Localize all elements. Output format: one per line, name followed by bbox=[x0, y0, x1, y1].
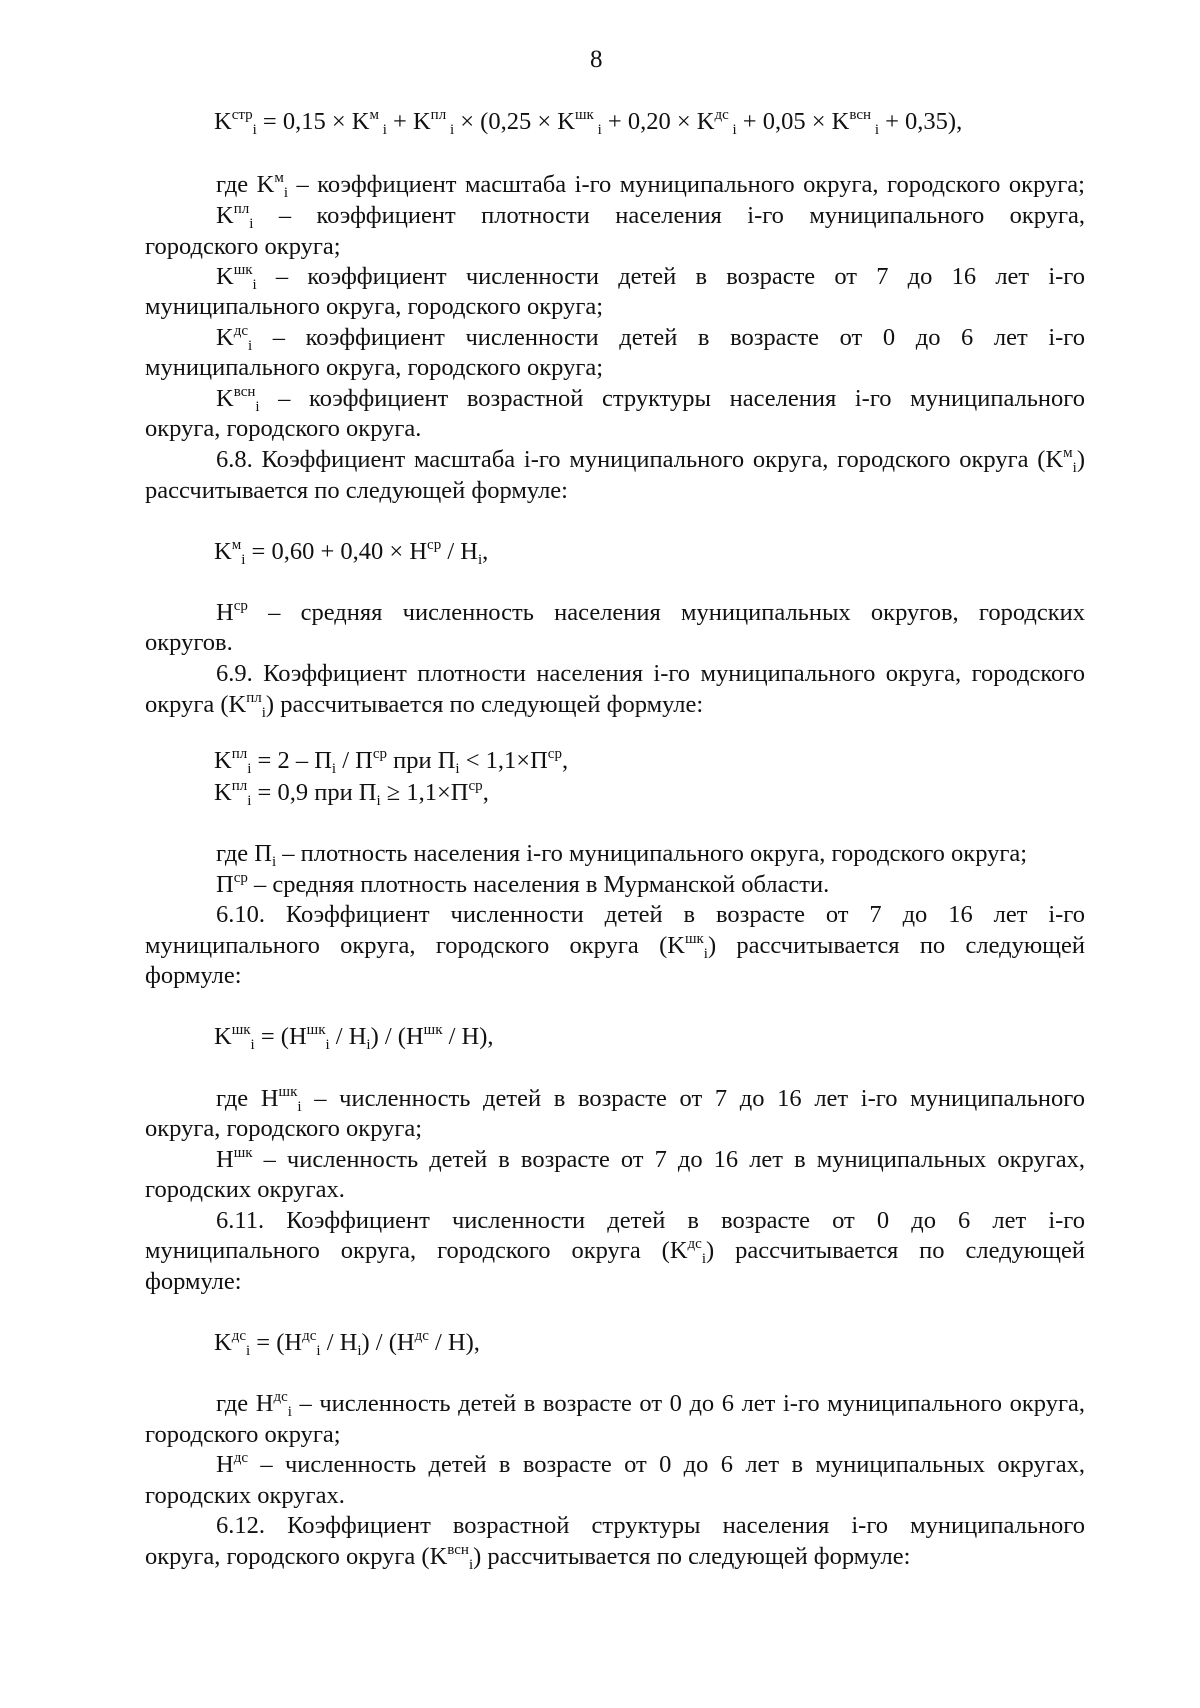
text-line: округа, городского округа. bbox=[145, 415, 422, 442]
text-line: муниципального округа, городского округа $(K^{шк}_i)$ рассчитывается по следующей bbox=[145, 931, 1085, 962]
text-line: городского округа; bbox=[145, 233, 341, 260]
page-number: 8 bbox=[590, 46, 603, 73]
text-line: муниципального округа, городского округа; bbox=[145, 293, 604, 320]
text-line: городских округах. bbox=[145, 1176, 345, 1203]
text-line: формуле: bbox=[145, 1268, 242, 1295]
text-line: где $H^{шк}_i$ – численность детей в возрасте от 7 до 16 лет i-го муниципального bbox=[216, 1084, 1085, 1115]
text-line: городских округах. bbox=[145, 1482, 345, 1509]
text-line: где $П_i$ – плотность населения i-го муниципального округа, городского округа; bbox=[216, 840, 1028, 870]
text-line: $K^{пл}_i = 2 - П_i / П^{ср}$ при $П_i < 1,1\times П^{ср}$, bbox=[214, 746, 569, 777]
text-line: $H^{ср}$ – средняя численность населения муниципальных округов, городских bbox=[216, 598, 1085, 626]
text-line: рассчитывается по следующей формуле: bbox=[145, 477, 568, 504]
text-line: $K^{дс}_i = (H^{дс}_i / H_i) / (H^{дс} / H)$, bbox=[214, 1328, 480, 1359]
text-line: формуле: bbox=[145, 962, 242, 989]
text-line: округа, городского округа $(K^{всн}_i)$ рассчитывается по следующей формуле: bbox=[145, 1542, 911, 1573]
text-line: округа, городского округа; bbox=[145, 1115, 423, 1142]
text-line: $H^{дс}$ – численность детей в возрасте от 0 до 6 лет в муниципальных округах, bbox=[216, 1450, 1085, 1478]
text-line: 6.8. Коэффициент масштаба i-го муниципального округа, городского округа $(K^м_i)$ bbox=[216, 445, 1085, 476]
text-line: 6.11. Коэффициент численности детей в возрасте от 0 до 6 лет i-го bbox=[216, 1207, 1085, 1234]
text-line: округов. bbox=[145, 629, 233, 656]
text-line: городского округа; bbox=[145, 1421, 341, 1448]
text-line: $K^{шк}_i = (H^{шк}_i / H_i) / (H^{шк} / H)$, bbox=[214, 1022, 494, 1053]
text-line: 6.12. Коэффициент возрастной структуры населения i-го муниципального bbox=[216, 1512, 1085, 1539]
text-line: где $H^{дс}_i$ – численность детей в возрасте от 0 до 6 лет i-го муниципального округа, bbox=[216, 1389, 1085, 1420]
text-line: $П^{ср}$ – средняя плотность населения в Мурманской области. bbox=[216, 870, 830, 898]
text-line: муниципального округа, городского округа $(K^{дс}_i)$ рассчитывается по следующей bbox=[145, 1236, 1085, 1267]
text-line: $K^{стр}_i = 0,15 \times K^м$ $_i + K^{пл}$ $_i \times (0,25 \times K^{шк}$ $_i + 0,20 \times K^{дс}$ $_i + 0,05 \times K^{всн}$ $_i$ + 0,35), bbox=[214, 107, 963, 138]
text-line: где $K^м_i$ – коэффициент масштаба i-го муниципального округа, городского округа; bbox=[216, 170, 1085, 201]
text-line: округа $(K^{пл}_i)$ рассчитывается по следующей формуле: bbox=[145, 690, 704, 721]
text-line: $K^{пл}_i = 0,9$ при $П_i \ge 1,1\times П^{ср}$, bbox=[214, 778, 489, 809]
text-line: $H^{шк}$ – численность детей в возрасте от 7 до 16 лет в муниципальных округах, bbox=[216, 1145, 1085, 1173]
text-line: $K^м_i = 0,60 + 0,40 \times H^{ср} / H_i$, bbox=[214, 537, 489, 568]
text-line: муниципального округа, городского округа; bbox=[145, 354, 604, 381]
text-line: 6.9. Коэффициент плотности населения i-го муниципального округа, городского bbox=[216, 660, 1085, 687]
text-line: $K^{дс}_i$ – коэффициент численности детей в возрасте от 0 до 6 лет i-го bbox=[216, 323, 1085, 354]
text-line: $K^{всн}_i$ – коэффициент возрастной структуры населения i-го муниципального bbox=[216, 384, 1085, 415]
text-line: $K^{шк}_i$ – коэффициент численности детей в возрасте от 7 до 16 лет i-го bbox=[216, 262, 1085, 293]
text-line: $K^{пл}_i$ – коэффициент плотности населения i-го муниципального округа, bbox=[216, 201, 1085, 232]
text-line: 6.10. Коэффициент численности детей в возрасте от 7 до 16 лет i-го bbox=[216, 901, 1085, 928]
